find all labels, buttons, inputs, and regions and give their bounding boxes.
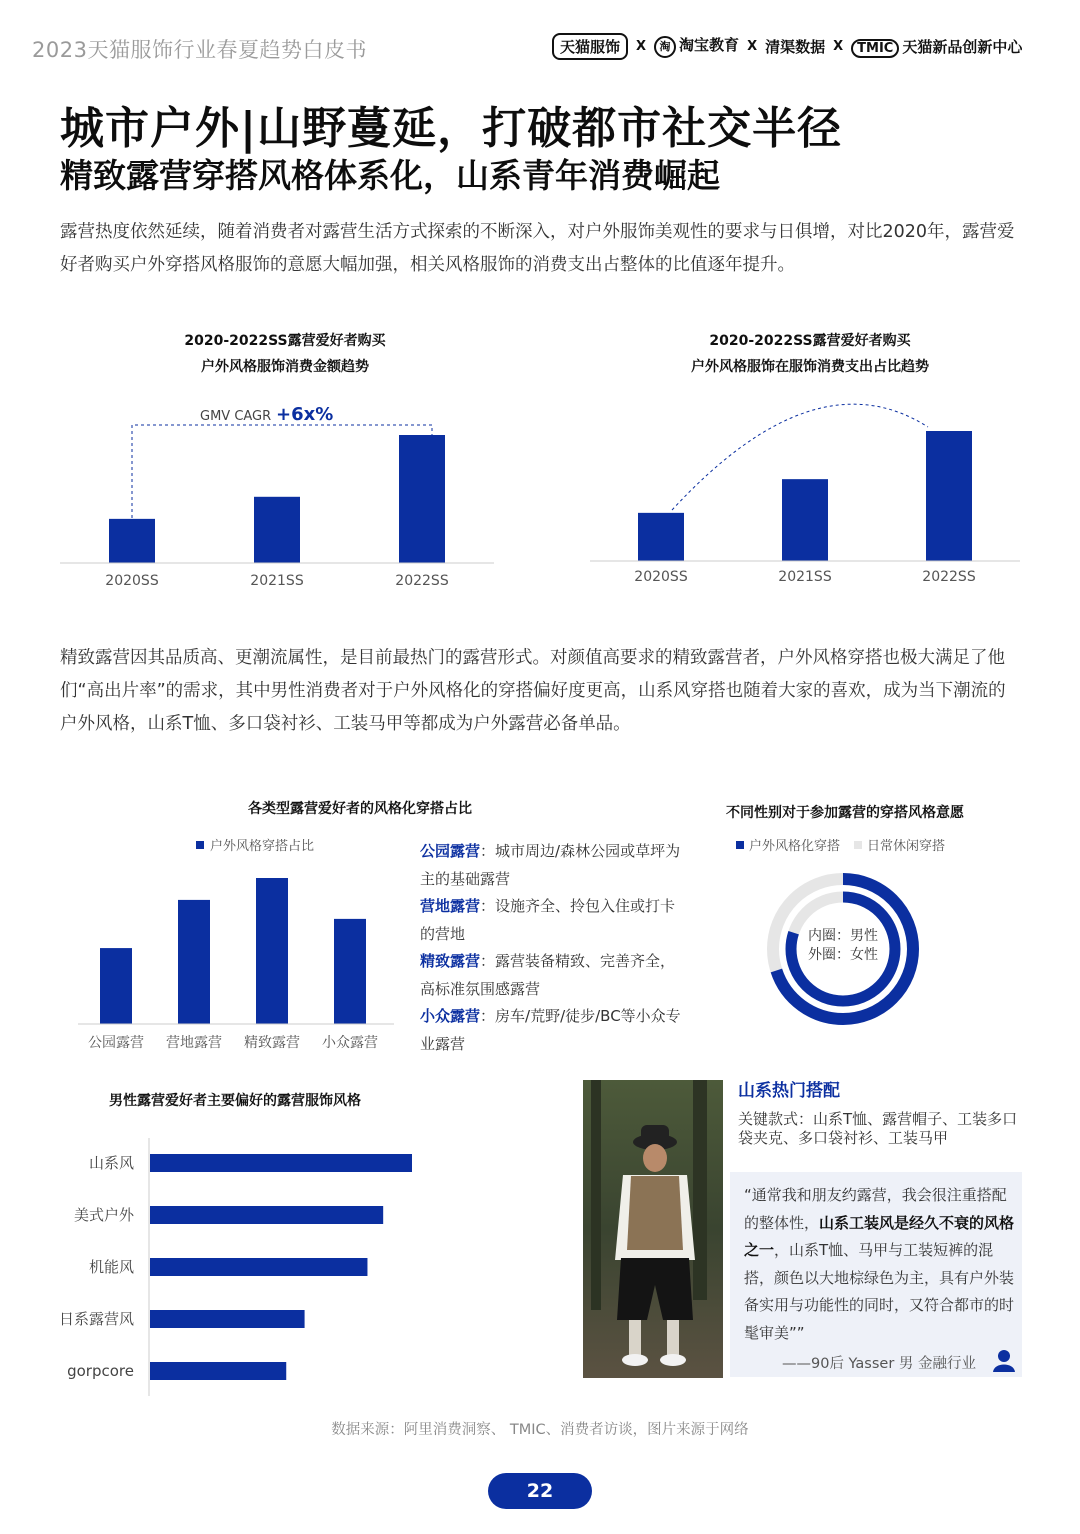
bar-2020SS [638,513,684,561]
inner-ring-label: 内圈：男性 [808,928,878,944]
definition-park: 公园露营：城市周边/森林公园或草坪为主的基础露营 [420,842,681,888]
bar-2021SS [254,497,300,563]
hbar-label-gorpcore: gorpcore [67,1362,134,1380]
hbar-美式户外 [150,1206,383,1224]
tick-label-2021SS: 2021SS [778,569,832,585]
page-title: 城市户外|山野蔓延，打破都市社交半径 [60,103,843,154]
feature-keywords: 关键款式：山系T恤、露营帽子、工装多口袋夹克、多口袋衬衫、工装马甲 [738,1110,1018,1147]
consumer-quote: “通常我和朋友约露营，我会很注重搭配的整体性，山系工装风是经久不衰的风格之一，山系T恤、马甲与工装短裤的混搭，颜色以大地棕绿色为主，具有户外装备实用与功能性的同时，又符合都市的时髦审美”” [744,1186,1015,1342]
hbar-日系露营风 [150,1310,305,1328]
chart1-title: 2020-2022SS露营爱好者购买 户外风格服饰消费金额趋势 [184,333,386,375]
page-subtitle: 精致露营穿搭风格体系化，山系青年消费崛起 [60,156,720,195]
cagr-value: +6x% [276,404,334,425]
hbar-label-美式户外: 美式户外 [73,1206,134,1224]
camping-type-definitions [420,838,682,1058]
model-photo [583,1080,723,1378]
bar-公园露营 [100,948,132,1024]
chart1-gmv-trend [60,395,500,595]
hbar-label-日系露营风: 日系露营风 [58,1310,134,1328]
bar-营地露营 [178,900,210,1024]
chart5-style-preference [50,1134,430,1398]
hbar-机能风 [150,1258,367,1276]
qingqu-data-logo: 清渠数据 [765,37,826,56]
tick-label-2020SS: 2020SS [105,573,159,589]
bar-2022SS [399,435,445,563]
taobao-education-logo: 淘 淘宝教育 [654,34,739,58]
tick-label-精致露营: 精致露营 [244,1035,300,1051]
chart3-title: 各类型露营爱好者的风格化穿搭占比 [248,801,472,817]
logo-separator: X [636,38,647,54]
utility-vest [627,1176,683,1250]
tick-label-2020SS: 2020SS [634,569,688,585]
tick-label-小众露营: 小众露营 [322,1035,378,1051]
chart4-donut [760,866,926,1032]
tick-label-公园露营: 公园露营 [88,1035,144,1051]
data-source-note: 数据来源：阿里消费洞察、 TMIC、消费者访谈，图片来源于网络 [331,1422,749,1438]
user-icon [992,1348,1016,1372]
tick-label-2021SS: 2021SS [250,573,304,589]
feature-title: 山系热门搭配 [738,1081,840,1101]
taobao-icon: 淘 [654,36,676,58]
bar-小众露营 [334,919,366,1024]
logo-separator: X [747,38,758,54]
tick-label-2022SS: 2022SS [922,569,976,585]
legend-swatch-blue [196,841,204,849]
chart4-legend: 户外风格化穿搭 日常休闲穿搭 [736,835,945,854]
hbar-label-机能风: 机能风 [88,1258,134,1276]
definition-niche: 小众露营：房车/荒野/徒步/BC等小众专业露营 [420,1007,681,1053]
intro-paragraph: 露营热度依然延续，随着消费者对露营生活方式探索的不断深入，对户外服饰美观性的要求与日俱增，对比2020年，露营爱好者购买户外穿搭风格服饰的意愿大幅加强，相关风格服饰的消费支出占整体的比值逐年提升。 [60,222,1015,275]
hbar-gorpcore [150,1362,286,1380]
cagr-label: GMV CAGR [200,409,272,424]
quote-attribution: ——90后 Yasser 男 金融行业 [782,1356,977,1372]
tmic-badge: TMIC [851,39,899,58]
definition-campsite: 营地露营：设施齐全、拎包入住或打卡的营地 [420,897,676,943]
chart2-title: 2020-2022SS露营爱好者购买 户外风格服饰在服饰消费支出占比趋势 [691,333,929,375]
chart2-share-trend [590,395,1030,595]
bar-2022SS [926,431,972,561]
bar-2021SS [782,479,828,561]
tmall-fashion-logo: 天猫服饰 [552,33,628,60]
partner-logos [552,30,1052,62]
bar-精致露营 [256,878,288,1024]
tick-label-2022SS: 2022SS [395,573,449,589]
tmic-logo: TMIC 天猫新品创新中心 [851,36,1022,57]
chart5-title: 男性露营爱好者主要偏好的露营服饰风格 [109,1093,361,1109]
legend-swatch-grey [854,841,862,849]
hbar-label-山系风: 山系风 [88,1154,134,1172]
logo-separator: X [833,38,844,54]
outer-ring-label: 外圈：女性 [808,947,878,963]
document-title: 2023天猫服饰行业春夏趋势白皮书 [32,38,367,62]
definition-glamping: 精致露营：露营装备精致、完善齐全，高标准氛围感露营 [420,952,676,998]
page-number: 22 [488,1473,592,1509]
paragraph-2: 精致露营因其品质高、更潮流属性，是目前最热门的露营形式。对颜值高要求的精致露营者，户外风格穿搭也极大满足了他们“高出片率”的需求，其中男性消费者对于户外风格化的穿搭偏好度更高，山系风穿搭也随着大家的喜欢，成为当下潮流的户外风格，山系T恤、多口袋衬衫、工装马甲等都成为户外露营必备单品。 [60,648,1006,734]
bar-2020SS [109,519,155,563]
chart3-style-share [76,860,396,1060]
hbar-山系风 [150,1154,412,1172]
tick-label-营地露营: 营地露营 [166,1035,222,1051]
chart4-title: 不同性别对于参加露营的穿搭风格意愿 [726,805,964,821]
legend-swatch-blue [736,841,744,849]
chart3-legend: 户外风格穿搭占比 [196,835,314,854]
